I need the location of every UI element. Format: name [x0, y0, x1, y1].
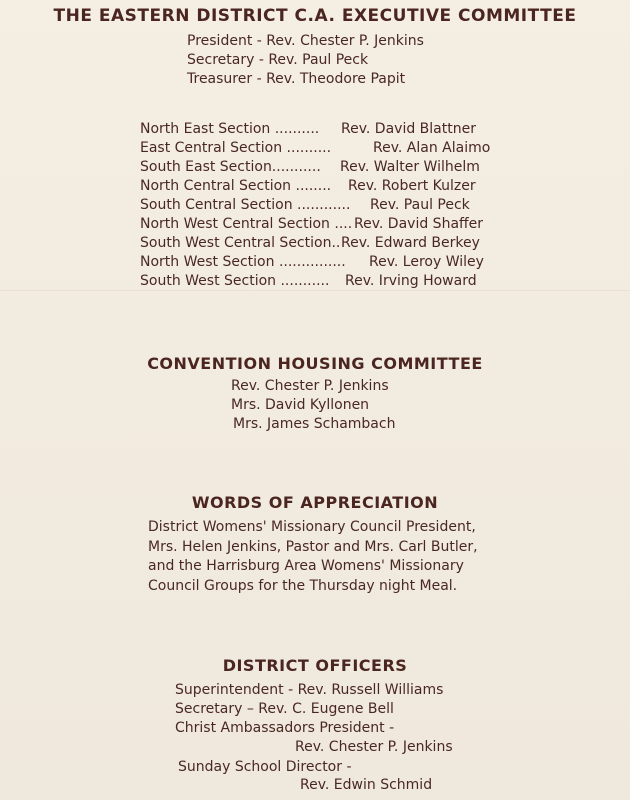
executive-committee-heading: THE EASTERN DISTRICT C.A. EXECUTIVE COMMITTEE	[53, 6, 577, 26]
section-rev: Rev. David Blattner	[341, 121, 476, 137]
officer-ca-president-name: Rev. Chester P. Jenkins	[295, 739, 453, 755]
section-row	[140, 197, 470, 213]
section-rev: Rev. Leroy Wiley	[369, 254, 484, 270]
section-row	[140, 140, 491, 156]
section-rev: Rev. Paul Peck	[370, 197, 470, 213]
housing-member: Mrs. David Kyllonen	[231, 397, 370, 413]
section-name: North East Section ..........	[140, 121, 320, 137]
section-rev: Rev. Walter Wilhelm	[340, 159, 480, 175]
appreciation-text: District Womens' Missionary Council President, Mrs. Helen Jenkins, Pastor and Mrs. Carl Butler, and the Harrisburg Area Womens' Missionary Council Groups for the Thursday night Meal.	[148, 519, 478, 594]
officer-superintendent: Superintendent - Rev. Russell Williams	[175, 682, 444, 698]
section-row	[140, 178, 476, 194]
section-name: South West Section ...........	[140, 273, 330, 289]
officer-ss-director-name: Rev. Edwin Schmid	[300, 777, 433, 793]
section-rev: Rev. Edward Berkey	[341, 235, 480, 251]
section-rev: Rev. Robert Kulzer	[348, 178, 476, 194]
section-rev: Rev. Alan Alaimo	[373, 140, 491, 156]
section-name: North West Section ...............	[140, 254, 346, 270]
section-name: South Central Section ............	[140, 197, 351, 213]
section-row	[140, 254, 484, 270]
section-name: North Central Section ........	[140, 178, 332, 194]
section-name: South East Section...........	[140, 159, 321, 175]
executive-president: President - Rev. Chester P. Jenkins	[187, 33, 424, 49]
officer-ss-director-title: Sunday School Director -	[178, 759, 352, 775]
officer-secretary: Secretary – Rev. C. Eugene Bell	[175, 701, 394, 717]
section-row	[140, 159, 480, 175]
section-rev: Rev. Irving Howard	[345, 273, 477, 289]
officer-ca-president-title: Christ Ambassadors President -	[175, 720, 395, 736]
section-name: East Central Section ..........	[140, 140, 332, 156]
section-name: North West Central Section ....	[140, 216, 353, 232]
executive-treasurer: Treasurer - Rev. Theodore Papit	[187, 71, 406, 87]
district-officers-heading: DISTRICT OFFICERS	[222, 656, 408, 675]
section-row	[140, 235, 480, 251]
housing-committee-heading: CONVENTION HOUSING COMMITTEE	[147, 354, 483, 373]
section-row	[140, 121, 476, 137]
section-rev: Rev. David Shaffer	[354, 216, 484, 232]
section-name: South West Central Section..	[140, 235, 341, 251]
section-row	[140, 273, 477, 289]
paper-fold	[0, 290, 630, 291]
executive-secretary: Secretary - Rev. Paul Peck	[187, 52, 369, 68]
housing-member: Mrs. James Schambach	[233, 416, 396, 432]
section-row	[140, 216, 484, 232]
housing-member: Rev. Chester P. Jenkins	[231, 378, 389, 394]
appreciation-heading: WORDS OF APPRECIATION	[191, 493, 439, 512]
